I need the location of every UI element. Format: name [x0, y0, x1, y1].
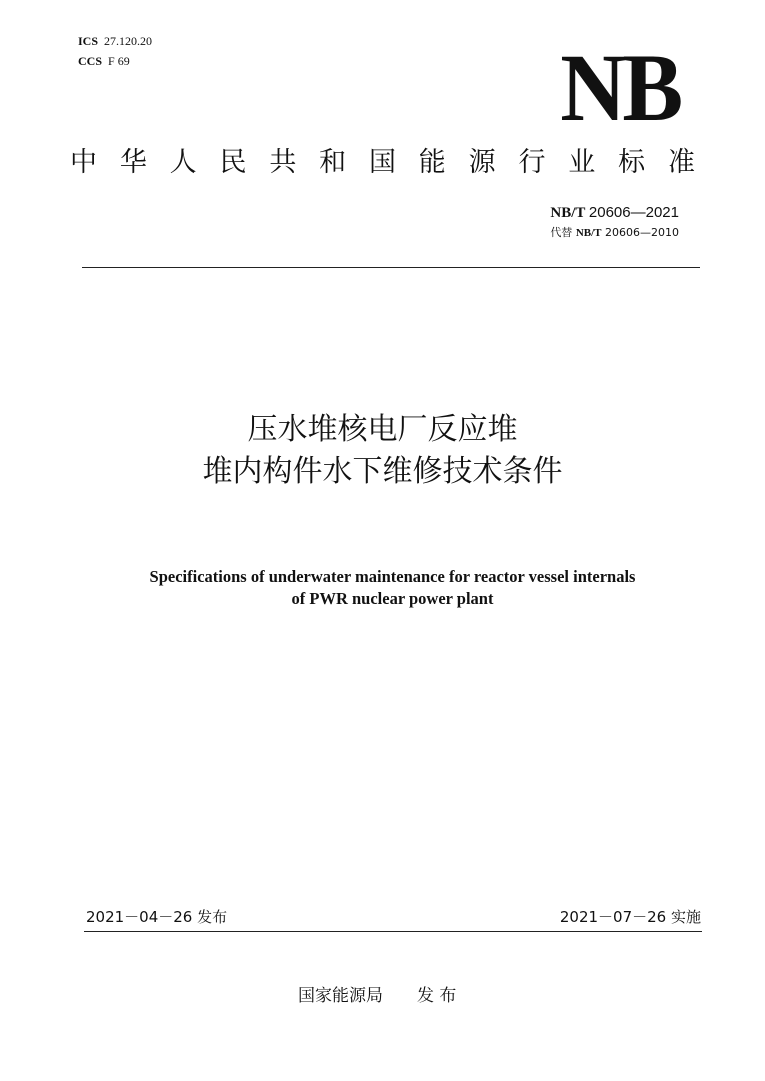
category-char: 业 [568, 147, 596, 178]
category-char: 共 [269, 147, 297, 178]
header-divider [82, 267, 700, 268]
category-char: 华 [119, 147, 147, 178]
category-char: 中 [70, 147, 97, 178]
issue-date: 2021－04－26 发布 [86, 908, 228, 926]
category-char: 和 [319, 147, 347, 178]
category-char: 准 [667, 147, 695, 178]
replaces-standard [550, 226, 679, 240]
title-en-line2: of PWR nuclear power plant [291, 589, 494, 608]
standard-category [70, 146, 695, 180]
standard-code: 20606—2021 [588, 204, 679, 221]
category-char: 国 [368, 147, 396, 178]
standard-prefix: NB/T [550, 205, 586, 221]
standard-number [550, 204, 679, 222]
title-cn-line1: 压水堆核电厂反应堆 [247, 412, 518, 447]
ccs-classification [78, 54, 130, 68]
ics-classification [78, 34, 152, 48]
ccs-label: CCS [78, 54, 103, 68]
category-char: 人 [169, 147, 197, 178]
footer-divider [84, 931, 702, 932]
implementation-date: 2021－07－26 实施 [559, 908, 701, 926]
replaces-code: 20606—2010 [605, 226, 679, 239]
ics-label: ICS [78, 34, 99, 48]
category-char: 源 [468, 147, 496, 178]
category-char: 民 [219, 147, 247, 178]
publisher-name: 国家能源局 [298, 986, 383, 1006]
publisher-action: 发 布 [417, 986, 457, 1006]
replaces-prefix: NB/T [575, 227, 602, 239]
nb-logo: NB [559, 34, 679, 141]
category-char: 能 [418, 147, 446, 178]
title-cn-line2: 堆内构件水下维修技术条件 [202, 454, 563, 489]
category-char: 标 [618, 147, 646, 178]
ics-code: 27.120.20 [104, 34, 153, 48]
category-char: 行 [518, 147, 546, 178]
replaces-label: 代替 [550, 226, 573, 239]
title-en-line1: Specifications of underwater maintenance for reactor vessel internals [149, 567, 636, 586]
publisher [298, 985, 456, 1007]
ccs-code: F 69 [108, 54, 130, 68]
